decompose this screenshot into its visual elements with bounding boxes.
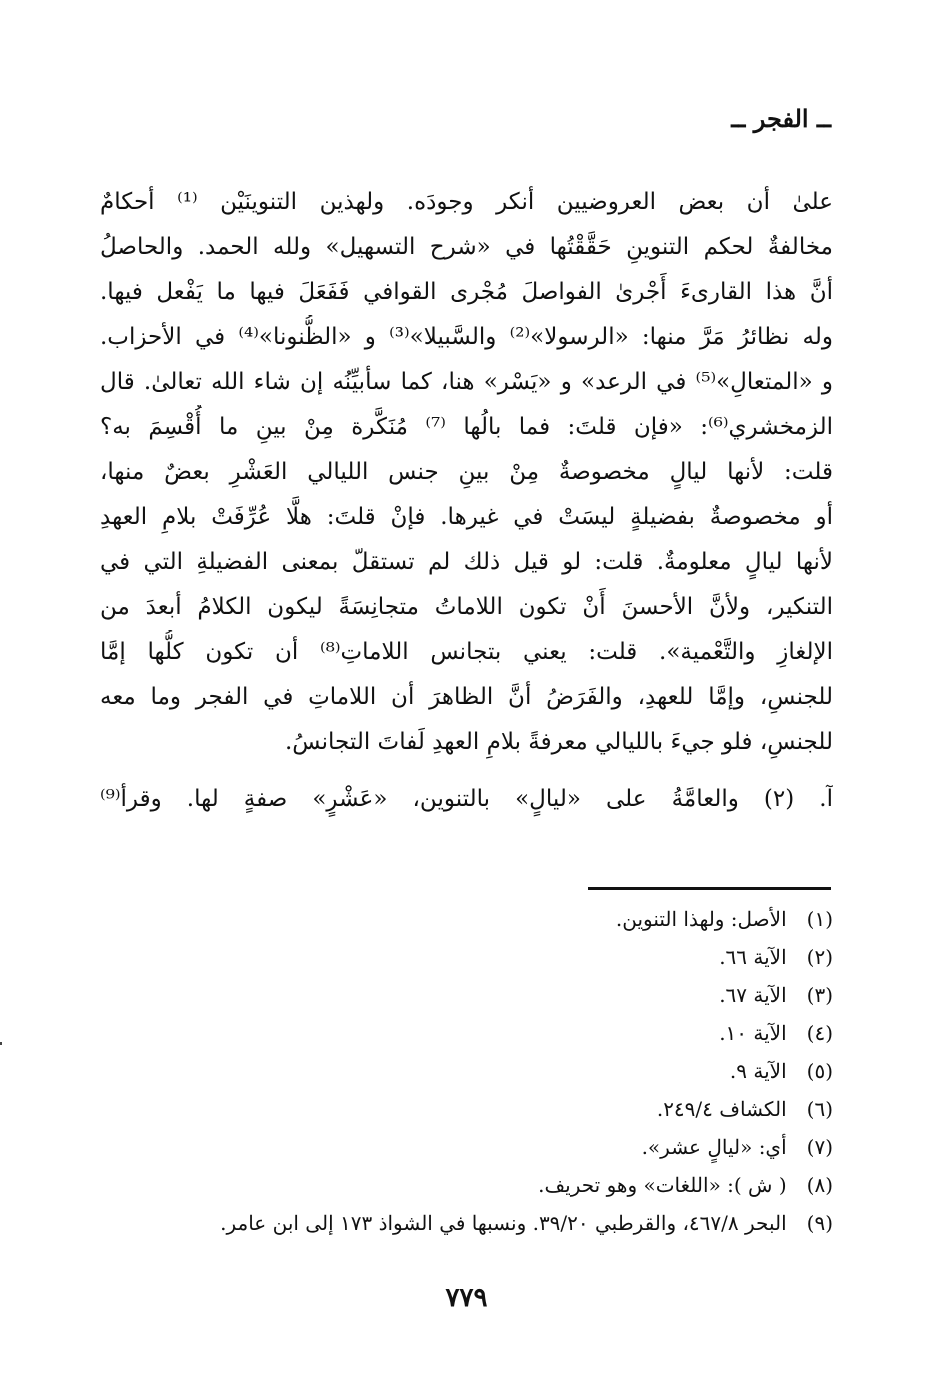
footnote: [100, 938, 833, 976]
scan-mark: [0, 1042, 2, 1045]
text-line: و «المتعالِ»⁽⁵⁾ في الرعد» و «يَسْر» هنا، كما سأبيِّنُه إن شاء الله تعالىٰ. قال: [100, 369, 833, 395]
footnote-text: الأصل: ولهذا التنوين.: [615, 907, 787, 931]
footnote-text: الآية ١٠.: [719, 1021, 787, 1045]
footnote: [100, 1090, 833, 1128]
footnote: [100, 1052, 833, 1090]
footnote-text: ( ش ): «اللغات» وهو تحريف.: [538, 1173, 787, 1197]
footnote-number: (٧): [806, 1135, 833, 1159]
footnote-number: (٤): [806, 1021, 833, 1045]
text-line: مخالفةٌ لحكم التنوينِ حَقَّقْتُها في «شرح التسهيل» ولله الحمد. والحاصلُ: [100, 234, 833, 260]
footnote: [100, 976, 833, 1014]
footnotes: [100, 900, 833, 1242]
footnote: [100, 1204, 833, 1242]
text-line: أو مخصوصةٌ بفضيلةٍ ليسَتْ في غيرها. فإنْ قلتَ: هلَّا عُرِّفَتْ بلامِ العهدِ: [100, 504, 833, 530]
text-line: علىٰ أن بعض العروضيين أنكر وجودَه. ولهذين التنوينَيْن ⁽¹⁾ أحكامٌ: [100, 189, 833, 215]
running-head: ــ الفجر ــ: [731, 104, 831, 133]
text-line: قلت: لأنها ليالٍ مخصوصةٌ مِنْ بينِ جنس الليالي العَشْرِ بعضٌ منها،: [100, 459, 833, 485]
text-line: الإلغازِ والتَّعْمية». قلت: يعني بتجانس اللاماتِ⁽⁸⁾ أن تكون كلُّها إمَّا: [100, 639, 833, 665]
footnote-number: (٩): [806, 1211, 833, 1235]
text-line: الزمخشري⁽⁶⁾: «فإن قلتَ: فما بالُها ⁽⁷⁾ مُنَكَّرة مِنْ بينِ ما أُقْسِمَ به؟: [100, 414, 833, 440]
text-line: وله نظائرُ مَرَّ منها: «الرسولا»⁽²⁾ والسَّبيلا»⁽³⁾ و «الظُّنونا»⁽⁴⁾ في الأحزاب.: [100, 324, 833, 350]
footnote-text: الكشاف ٢٤٩/٤.: [656, 1097, 787, 1121]
footnote-number: (٦): [806, 1097, 833, 1121]
footnote-text: البحر ٤٦٧/٨، والقرطبي ٣٩/٢٠. ونسبها في الشواذ ١٧٣ إلى ابن عامر.: [220, 1211, 787, 1235]
page-number: ٧٧٩: [445, 1283, 488, 1313]
footnote: [100, 900, 833, 938]
footnote: [100, 1014, 833, 1052]
footnote-text: الآية ٦٧.: [719, 983, 787, 1007]
footnote-text: أي: «ليالٍ عشر».: [641, 1135, 787, 1159]
text-line: للجنسِ، وإمَّا للعهدِ، والفَرَضُ أنَّ الظاهرَ أن اللاماتِ في الفجر وما معه: [100, 684, 833, 710]
footnote: [100, 1166, 833, 1204]
footnote-number: (٨): [806, 1173, 833, 1197]
next-paragraph-line: آ. (٢) والعامَّةُ على «ليالٍ» بالتنوين، «عَشْرٍ» صفةٍ لها. وقرأ⁽⁹⁾: [100, 786, 833, 812]
text-line: للجنسِ، فلو جيءَ بالليالي معرفةً بلامِ العهدِ لَفاتَ التجانسُ.: [285, 729, 833, 755]
footnote-number: (٣): [806, 983, 833, 1007]
main-text: [100, 180, 833, 822]
footnote-number: (٥): [806, 1059, 833, 1083]
footnote: [100, 1128, 833, 1166]
text-line: التنكير، ولأنَّ الأحسنَ أَنْ تكون اللاماتُ متجانِسَةً ليكون الكلامُ أبعدَ من: [100, 594, 833, 620]
text-line: أنَّ هذا القارىءَ أَجْرىٰ الفواصلَ مُجْرى القوافي فَفَعَلَ فيها ما يَفْعل فيها.: [100, 279, 833, 305]
text-line: لأنها ليالٍ معلومةٌ. قلت: لو قيل ذلك لم تستقلّ بمعنى الفضيلةِ التي في: [100, 549, 833, 575]
footnote-text: الآية ٩.: [729, 1059, 787, 1083]
footnote-text: الآية ٦٦.: [719, 945, 787, 969]
footnote-number: (١): [806, 907, 833, 931]
footnote-separator: [588, 887, 831, 890]
footnote-number: (٢): [806, 945, 833, 969]
